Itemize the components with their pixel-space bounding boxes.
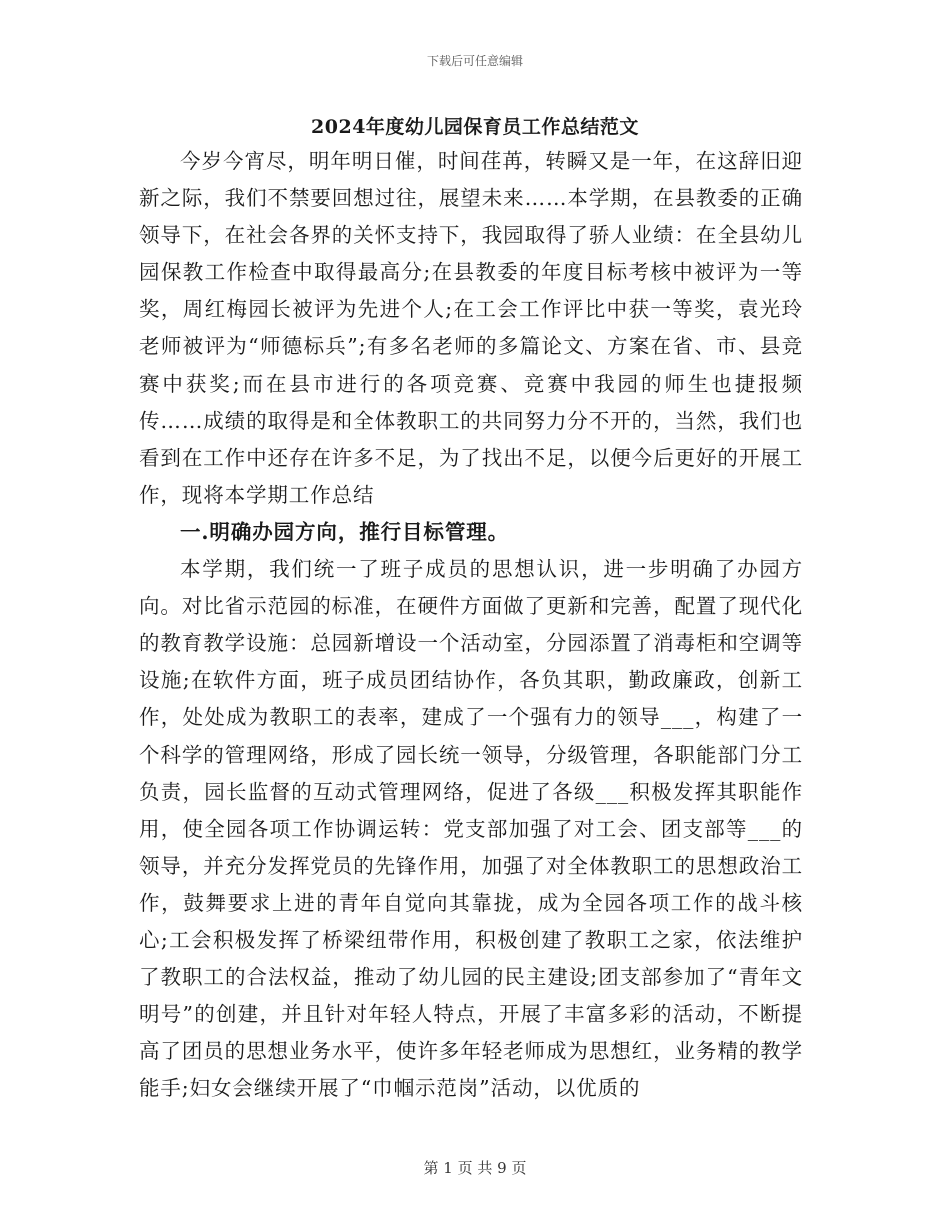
document-title: 2024年度幼儿园保育员工作总结范文 [311, 116, 639, 138]
intro-paragraph: 今岁今宵尽，明年明日催，时间荏苒，转瞬又是一年，在这辞旧迎新之际，我们不禁要回想过往，展望未来……本学期，在县教委的正确领导下，在社会各界的关怀支持下，我园取得了骄人业绩：在全县幼儿园保教工作检查中取得最高分;在县教委的年度目标考核中被评为一等奖，周红梅园长被评为先进个人;在工会工作评比中获一等奖，袁光玲老师被评为“师德标兵”;有多名老师的多篇论文、方案在省、市、县竞赛中获奖;而在县市进行的各项竞赛、竞赛中我园的师生也捷报频传……成绩的取得是和全体教职工的共同努力分不开的，当然，我们也看到在工作中还存在许多不足，为了找出不足，以便今后更好的开展工作，现将本学期工作总结 [139, 149, 803, 507]
document-body [139, 143, 803, 1107]
page-header-note: 下载后可任意编辑 [426, 54, 523, 68]
page-number-footer: 第 1 页 共 9 页 [423, 1159, 527, 1177]
section-heading: 一.明确办园方向，推行目标管理。 [180, 519, 510, 544]
section-paragraph: 本学期，我们统一了班子成员的思想认识，进一步明确了办园方向。对比省示范园的标准，在硬件方面做了更新和完善，配置了现代化的教育教学设施：总园新增设一个活动室，分园添置了消毒柜和空调等设施;在软件方面，班子成员团结协作，各负其职，勤政廉政，创新工作，处处成为教职工的表率，建成了一个强有力的领导___，构建了一个科学的管理网络，形成了园长统一领导，分级管理，各职能部门分工负责，园长监督的互动式管理网络，促进了各级___积极发挥其职能作用，使全园各项工作协调运转：党支部加强了对工会、团支部等___的领导，并充分发挥党员的先锋作用，加强了对全体教职工的思想政治工作，鼓舞要求上进的青年自觉向其靠拢，成为全园各项工作的战斗核心;工会积极发挥了桥梁纽带作用，积极创建了教职工之家，依法维护了教职工的合法权益，推动了幼儿园的民主建设;团支部参加了“青年文明号”的创建，并且针对年轻人特点，开展了丰富多彩的活动，不断提高了团员的思想业务水平，使许多年轻老师成为思想红，业务精的教学能手;妇女会继续开展了“巾帼示范岗”活动，以优质的 [139, 557, 803, 1101]
